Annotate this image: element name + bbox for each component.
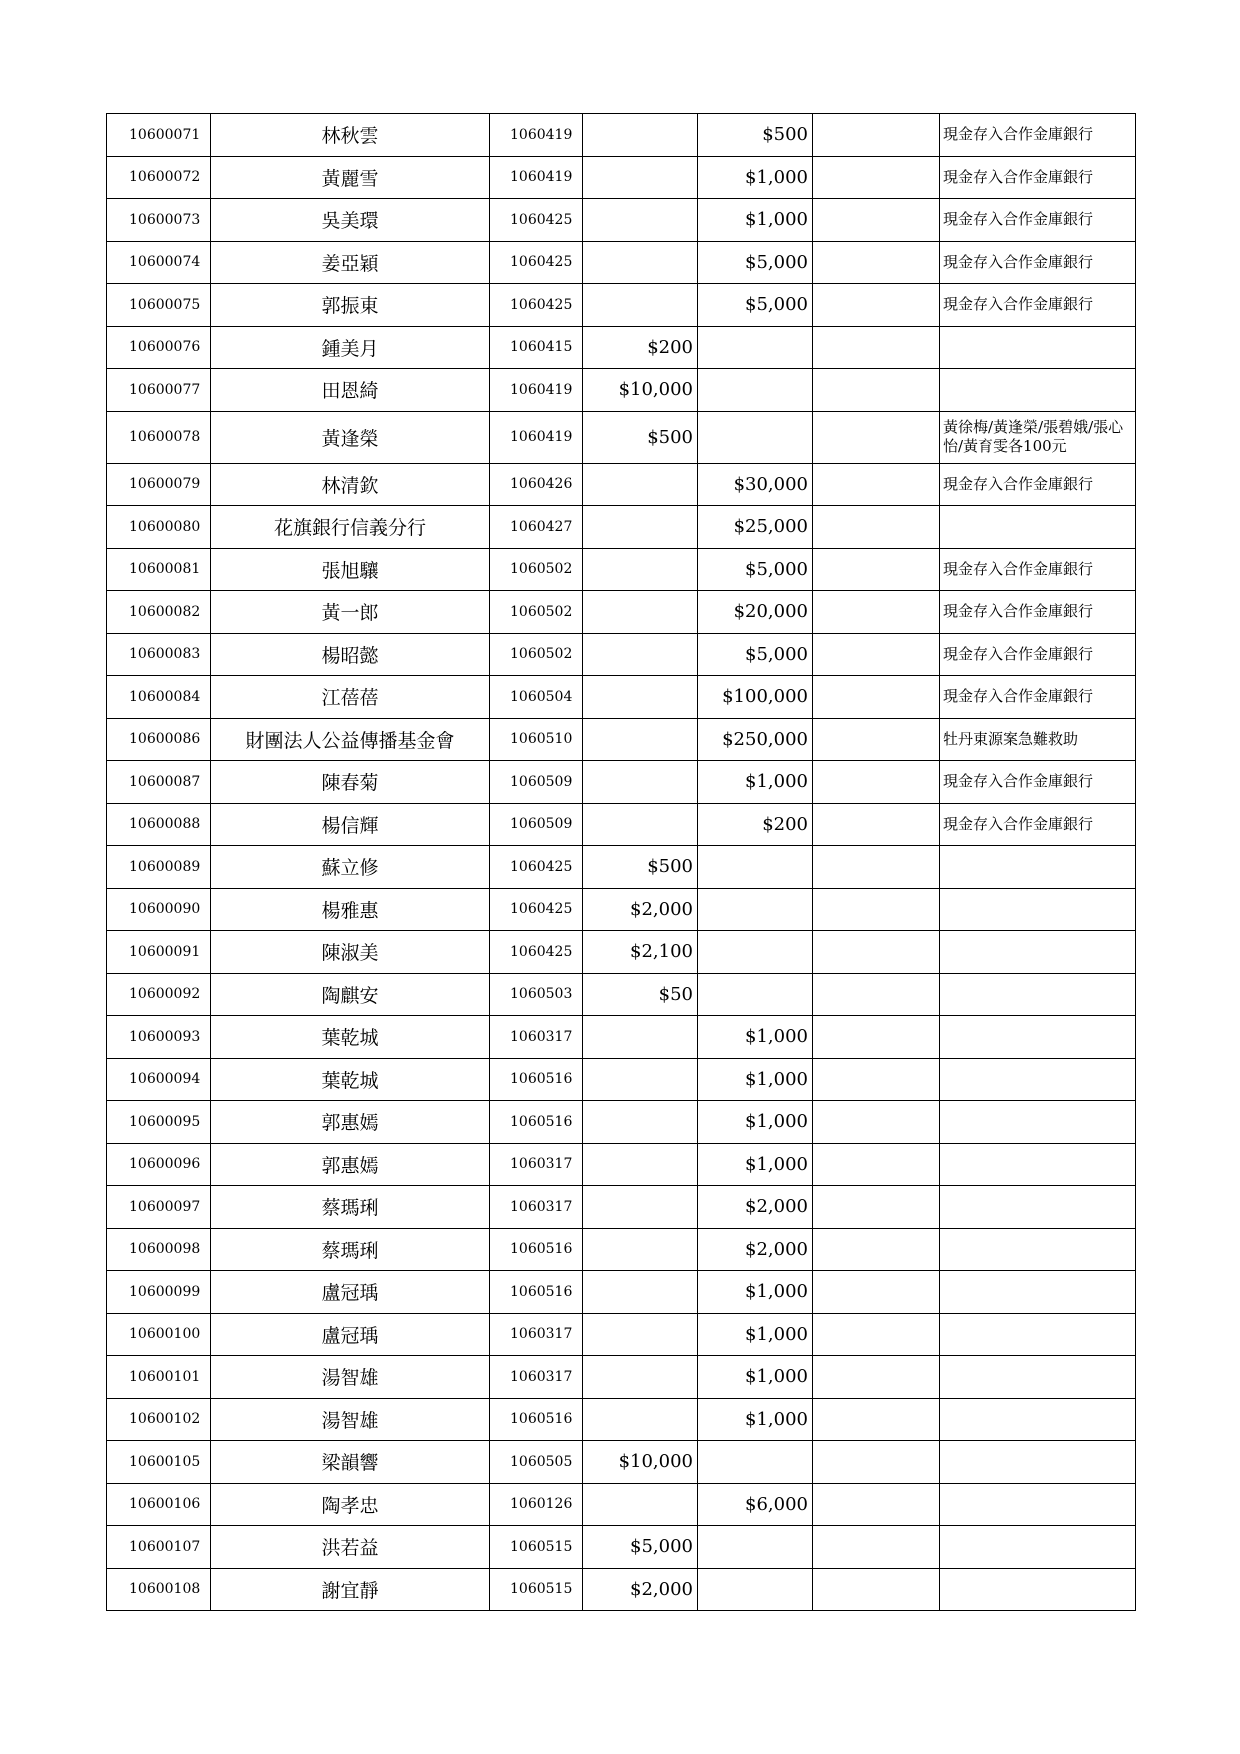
transfer-amount-cell: $200 (698, 803, 813, 846)
receipt-number-cell: 10600101 (107, 1356, 211, 1399)
transfer-amount-cell: $1,000 (698, 1101, 813, 1144)
table-row (107, 1271, 1136, 1314)
transfer-amount-cell (698, 1568, 813, 1611)
note-cell: 現金存入合作金庫銀行 (940, 114, 1136, 157)
donor-name-cell: 鍾美月 (211, 326, 490, 369)
amount-cell (583, 1101, 698, 1144)
table-row (107, 463, 1136, 506)
note-cell (940, 888, 1136, 931)
donor-name-cell: 田恩綺 (211, 369, 490, 412)
note-cell: 現金存入合作金庫銀行 (940, 803, 1136, 846)
table-row (107, 1441, 1136, 1484)
date-cell: 1060317 (490, 1016, 583, 1059)
amount-cell: $2,000 (583, 1568, 698, 1611)
transfer-amount-cell (698, 369, 813, 412)
empty-cell (813, 1568, 940, 1611)
amount-cell (583, 463, 698, 506)
transfer-amount-cell: $1,000 (698, 761, 813, 804)
note-cell (940, 1271, 1136, 1314)
transfer-amount-cell: $20,000 (698, 591, 813, 634)
receipt-number-cell: 10600105 (107, 1441, 211, 1484)
donor-name-cell: 蔡瑪琍 (211, 1228, 490, 1271)
empty-cell (813, 888, 940, 931)
note-cell (940, 931, 1136, 974)
receipt-number-cell: 10600080 (107, 506, 211, 549)
date-cell: 1060317 (490, 1313, 583, 1356)
transfer-amount-cell: $30,000 (698, 463, 813, 506)
note-cell (940, 1016, 1136, 1059)
donor-name-cell: 蔡瑪琍 (211, 1186, 490, 1229)
amount-cell (583, 1398, 698, 1441)
amount-cell (583, 1356, 698, 1399)
note-cell: 現金存入合作金庫銀行 (940, 241, 1136, 284)
receipt-number-cell: 10600098 (107, 1228, 211, 1271)
amount-cell: $500 (583, 411, 698, 463)
receipt-number-cell: 10600086 (107, 718, 211, 761)
transfer-amount-cell: $1,000 (698, 1016, 813, 1059)
donor-name-cell: 陳春菊 (211, 761, 490, 804)
date-cell: 1060502 (490, 548, 583, 591)
table-row (107, 114, 1136, 157)
donor-name-cell: 葉乾城 (211, 1058, 490, 1101)
donor-name-cell: 楊昭懿 (211, 633, 490, 676)
amount-cell (583, 199, 698, 242)
empty-cell (813, 931, 940, 974)
amount-cell (583, 591, 698, 634)
empty-cell (813, 1186, 940, 1229)
date-cell: 1060427 (490, 506, 583, 549)
table-row (107, 676, 1136, 719)
receipt-number-cell: 10600090 (107, 888, 211, 931)
donor-name-cell: 花旗銀行信義分行 (211, 506, 490, 549)
receipt-number-cell: 10600093 (107, 1016, 211, 1059)
amount-cell (583, 241, 698, 284)
table-row (107, 761, 1136, 804)
note-cell: 黃徐梅/黃逢榮/張碧娥/張心怡/黃育雯各100元 (940, 411, 1136, 463)
amount-cell: $10,000 (583, 369, 698, 412)
date-cell: 1060419 (490, 411, 583, 463)
table-row (107, 1016, 1136, 1059)
table-row (107, 284, 1136, 327)
table-row (107, 1228, 1136, 1271)
table-row (107, 718, 1136, 761)
date-cell: 1060419 (490, 369, 583, 412)
empty-cell (813, 973, 940, 1016)
transfer-amount-cell: $100,000 (698, 676, 813, 719)
transfer-amount-cell: $25,000 (698, 506, 813, 549)
transfer-amount-cell (698, 888, 813, 931)
date-cell: 1060317 (490, 1356, 583, 1399)
donor-name-cell: 吳美環 (211, 199, 490, 242)
amount-cell (583, 633, 698, 676)
note-cell: 現金存入合作金庫銀行 (940, 284, 1136, 327)
table-row (107, 973, 1136, 1016)
amount-cell: $5,000 (583, 1526, 698, 1569)
receipt-number-cell: 10600097 (107, 1186, 211, 1229)
table-row (107, 1568, 1136, 1611)
note-cell (940, 1313, 1136, 1356)
receipt-number-cell: 10600108 (107, 1568, 211, 1611)
note-cell (940, 1143, 1136, 1186)
donor-name-cell: 盧冠瑀 (211, 1313, 490, 1356)
receipt-number-cell: 10600072 (107, 156, 211, 199)
receipt-number-cell: 10600107 (107, 1526, 211, 1569)
note-cell (940, 369, 1136, 412)
empty-cell (813, 1526, 940, 1569)
amount-cell: $50 (583, 973, 698, 1016)
date-cell: 1060426 (490, 463, 583, 506)
receipt-number-cell: 10600074 (107, 241, 211, 284)
receipt-number-cell: 10600106 (107, 1483, 211, 1526)
date-cell: 1060516 (490, 1228, 583, 1271)
donor-name-cell: 梁韻響 (211, 1441, 490, 1484)
note-cell (940, 1228, 1136, 1271)
transfer-amount-cell: $1,000 (698, 199, 813, 242)
date-cell: 1060503 (490, 973, 583, 1016)
receipt-number-cell: 10600088 (107, 803, 211, 846)
date-cell: 1060505 (490, 1441, 583, 1484)
note-cell: 現金存入合作金庫銀行 (940, 156, 1136, 199)
receipt-number-cell: 10600071 (107, 114, 211, 157)
donor-name-cell: 楊雅惠 (211, 888, 490, 931)
receipt-number-cell: 10600096 (107, 1143, 211, 1186)
table-row (107, 506, 1136, 549)
note-cell (940, 1101, 1136, 1144)
transfer-amount-cell (698, 1526, 813, 1569)
empty-cell (813, 199, 940, 242)
date-cell: 1060425 (490, 199, 583, 242)
note-cell: 現金存入合作金庫銀行 (940, 633, 1136, 676)
receipt-number-cell: 10600084 (107, 676, 211, 719)
empty-cell (813, 241, 940, 284)
note-cell (940, 1058, 1136, 1101)
transfer-amount-cell: $2,000 (698, 1186, 813, 1229)
donor-name-cell: 林清欽 (211, 463, 490, 506)
amount-cell (583, 676, 698, 719)
note-cell (940, 1356, 1136, 1399)
date-cell: 1060502 (490, 591, 583, 634)
amount-cell: $2,100 (583, 931, 698, 974)
date-cell: 1060425 (490, 931, 583, 974)
date-cell: 1060317 (490, 1143, 583, 1186)
empty-cell (813, 1356, 940, 1399)
receipt-number-cell: 10600081 (107, 548, 211, 591)
donor-name-cell: 財團法人公益傳播基金會 (211, 718, 490, 761)
amount-cell (583, 506, 698, 549)
receipt-number-cell: 10600079 (107, 463, 211, 506)
date-cell: 1060515 (490, 1568, 583, 1611)
table-row (107, 1483, 1136, 1526)
donor-name-cell: 林秋雲 (211, 114, 490, 157)
note-cell (940, 506, 1136, 549)
empty-cell (813, 1101, 940, 1144)
receipt-number-cell: 10600076 (107, 326, 211, 369)
transfer-amount-cell (698, 846, 813, 889)
amount-cell (583, 1228, 698, 1271)
table-row (107, 931, 1136, 974)
donor-name-cell: 陶麒安 (211, 973, 490, 1016)
table-row (107, 156, 1136, 199)
receipt-number-cell: 10600091 (107, 931, 211, 974)
empty-cell (813, 548, 940, 591)
empty-cell (813, 1271, 940, 1314)
date-cell: 1060509 (490, 761, 583, 804)
table-row (107, 548, 1136, 591)
donor-name-cell: 蘇立修 (211, 846, 490, 889)
transfer-amount-cell: $1,000 (698, 1058, 813, 1101)
table-row (107, 199, 1136, 242)
date-cell: 1060516 (490, 1101, 583, 1144)
date-cell: 1060126 (490, 1483, 583, 1526)
amount-cell (583, 114, 698, 157)
amount-cell (583, 1483, 698, 1526)
table-row (107, 1143, 1136, 1186)
amount-cell (583, 1058, 698, 1101)
empty-cell (813, 591, 940, 634)
donation-records-sheet (106, 113, 1135, 1611)
donor-name-cell: 盧冠瑀 (211, 1271, 490, 1314)
empty-cell (813, 676, 940, 719)
donor-name-cell: 湯智雄 (211, 1398, 490, 1441)
note-cell (940, 1441, 1136, 1484)
amount-cell (583, 1143, 698, 1186)
receipt-number-cell: 10600095 (107, 1101, 211, 1144)
empty-cell (813, 114, 940, 157)
donor-name-cell: 黃逢榮 (211, 411, 490, 463)
transfer-amount-cell: $2,000 (698, 1228, 813, 1271)
donor-name-cell: 張旭驤 (211, 548, 490, 591)
note-cell: 現金存入合作金庫銀行 (940, 591, 1136, 634)
receipt-number-cell: 10600075 (107, 284, 211, 327)
amount-cell (583, 1271, 698, 1314)
donor-name-cell: 郭振東 (211, 284, 490, 327)
receipt-number-cell: 10600083 (107, 633, 211, 676)
receipt-number-cell: 10600078 (107, 411, 211, 463)
donor-name-cell: 葉乾城 (211, 1016, 490, 1059)
date-cell: 1060425 (490, 241, 583, 284)
transfer-amount-cell: $5,000 (698, 548, 813, 591)
note-cell (940, 1526, 1136, 1569)
empty-cell (813, 369, 940, 412)
amount-cell: $200 (583, 326, 698, 369)
donor-name-cell: 楊信輝 (211, 803, 490, 846)
empty-cell (813, 846, 940, 889)
transfer-amount-cell: $1,000 (698, 1271, 813, 1314)
donor-name-cell: 陶孝忠 (211, 1483, 490, 1526)
table-row (107, 369, 1136, 412)
transfer-amount-cell: $500 (698, 114, 813, 157)
table-row (107, 241, 1136, 284)
empty-cell (813, 284, 940, 327)
note-cell (940, 846, 1136, 889)
table-row (107, 1186, 1136, 1229)
table-row (107, 1356, 1136, 1399)
date-cell: 1060510 (490, 718, 583, 761)
empty-cell (813, 506, 940, 549)
table-row (107, 591, 1136, 634)
donor-name-cell: 郭惠嫣 (211, 1101, 490, 1144)
note-cell: 現金存入合作金庫銀行 (940, 761, 1136, 804)
donor-name-cell: 郭惠嫣 (211, 1143, 490, 1186)
empty-cell (813, 1398, 940, 1441)
date-cell: 1060317 (490, 1186, 583, 1229)
donor-name-cell: 謝宜靜 (211, 1568, 490, 1611)
amount-cell: $10,000 (583, 1441, 698, 1484)
empty-cell (813, 1228, 940, 1271)
donor-name-cell: 黃麗雪 (211, 156, 490, 199)
date-cell: 1060425 (490, 888, 583, 931)
note-cell: 現金存入合作金庫銀行 (940, 676, 1136, 719)
date-cell: 1060502 (490, 633, 583, 676)
amount-cell (583, 156, 698, 199)
transfer-amount-cell: $250,000 (698, 718, 813, 761)
transfer-amount-cell: $1,000 (698, 1313, 813, 1356)
note-cell: 現金存入合作金庫銀行 (940, 548, 1136, 591)
date-cell: 1060419 (490, 156, 583, 199)
transfer-amount-cell: $6,000 (698, 1483, 813, 1526)
transfer-amount-cell (698, 973, 813, 1016)
donor-name-cell: 姜亞穎 (211, 241, 490, 284)
date-cell: 1060516 (490, 1271, 583, 1314)
date-cell: 1060515 (490, 1526, 583, 1569)
note-cell (940, 973, 1136, 1016)
transfer-amount-cell: $5,000 (698, 633, 813, 676)
note-cell: 現金存入合作金庫銀行 (940, 199, 1136, 242)
amount-cell: $500 (583, 846, 698, 889)
transfer-amount-cell: $5,000 (698, 284, 813, 327)
transfer-amount-cell: $1,000 (698, 1398, 813, 1441)
receipt-number-cell: 10600073 (107, 199, 211, 242)
transfer-amount-cell (698, 931, 813, 974)
amount-cell (583, 548, 698, 591)
amount-cell (583, 718, 698, 761)
note-cell (940, 1483, 1136, 1526)
donor-name-cell: 洪若益 (211, 1526, 490, 1569)
donor-name-cell: 陳淑美 (211, 931, 490, 974)
transfer-amount-cell: $1,000 (698, 1143, 813, 1186)
receipt-number-cell: 10600077 (107, 369, 211, 412)
note-cell (940, 1186, 1136, 1229)
date-cell: 1060425 (490, 846, 583, 889)
receipt-number-cell: 10600102 (107, 1398, 211, 1441)
transfer-amount-cell (698, 411, 813, 463)
date-cell: 1060509 (490, 803, 583, 846)
date-cell: 1060419 (490, 114, 583, 157)
donor-name-cell: 湯智雄 (211, 1356, 490, 1399)
table-row (107, 846, 1136, 889)
date-cell: 1060516 (490, 1398, 583, 1441)
note-cell (940, 1398, 1136, 1441)
transfer-amount-cell: $1,000 (698, 156, 813, 199)
empty-cell (813, 633, 940, 676)
empty-cell (813, 1313, 940, 1356)
amount-cell (583, 803, 698, 846)
table-row (107, 1101, 1136, 1144)
date-cell: 1060504 (490, 676, 583, 719)
note-cell: 牡丹東源案急難救助 (940, 718, 1136, 761)
table-row (107, 326, 1136, 369)
empty-cell (813, 803, 940, 846)
empty-cell (813, 326, 940, 369)
amount-cell: $2,000 (583, 888, 698, 931)
date-cell: 1060425 (490, 284, 583, 327)
transfer-amount-cell (698, 1441, 813, 1484)
amount-cell (583, 1016, 698, 1059)
donation-table (106, 113, 1136, 1611)
donor-name-cell: 黃一郎 (211, 591, 490, 634)
date-cell: 1060516 (490, 1058, 583, 1101)
empty-cell (813, 1058, 940, 1101)
amount-cell (583, 284, 698, 327)
note-cell (940, 326, 1136, 369)
date-cell: 1060415 (490, 326, 583, 369)
table-row (107, 888, 1136, 931)
amount-cell (583, 1186, 698, 1229)
receipt-number-cell: 10600099 (107, 1271, 211, 1314)
table-body (107, 114, 1136, 1611)
empty-cell (813, 463, 940, 506)
donor-name-cell: 江蓓蓓 (211, 676, 490, 719)
table-row (107, 803, 1136, 846)
empty-cell (813, 1143, 940, 1186)
empty-cell (813, 156, 940, 199)
empty-cell (813, 1016, 940, 1059)
table-row (107, 1398, 1136, 1441)
table-row (107, 1526, 1136, 1569)
receipt-number-cell: 10600094 (107, 1058, 211, 1101)
empty-cell (813, 1441, 940, 1484)
note-cell (940, 1568, 1136, 1611)
empty-cell (813, 411, 940, 463)
table-row (107, 1313, 1136, 1356)
empty-cell (813, 718, 940, 761)
table-row (107, 1058, 1136, 1101)
transfer-amount-cell (698, 326, 813, 369)
receipt-number-cell: 10600100 (107, 1313, 211, 1356)
receipt-number-cell: 10600089 (107, 846, 211, 889)
receipt-number-cell: 10600082 (107, 591, 211, 634)
transfer-amount-cell: $5,000 (698, 241, 813, 284)
note-cell: 現金存入合作金庫銀行 (940, 463, 1136, 506)
amount-cell (583, 761, 698, 804)
transfer-amount-cell: $1,000 (698, 1356, 813, 1399)
empty-cell (813, 761, 940, 804)
receipt-number-cell: 10600092 (107, 973, 211, 1016)
amount-cell (583, 1313, 698, 1356)
receipt-number-cell: 10600087 (107, 761, 211, 804)
table-row (107, 633, 1136, 676)
empty-cell (813, 1483, 940, 1526)
table-row (107, 411, 1136, 463)
